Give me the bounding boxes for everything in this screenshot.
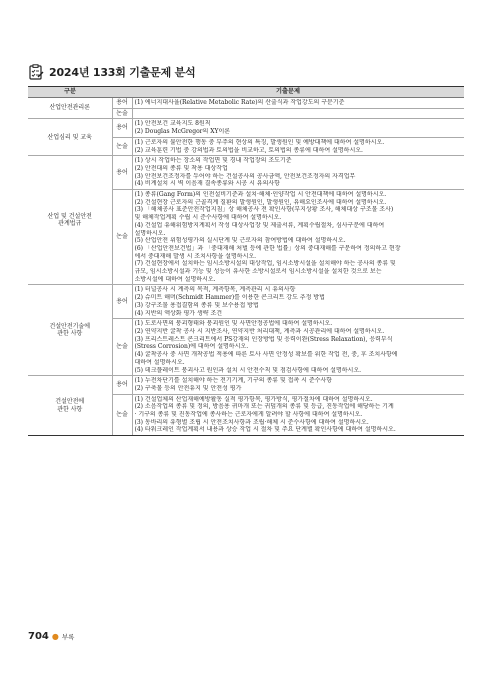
question-item: (4) 건설업 유해위험방지계획서 작성 대상사업장 및 제출서류, 계획수립절차, 심사구분에 대하여 bbox=[134, 221, 385, 229]
subject-cell: 산업심리 및 교육 bbox=[28, 119, 112, 156]
question-item: 설명하시오. bbox=[134, 229, 166, 237]
question-item: (4) 굴착공사 중 사면 개착공법 적용에 따른 토사 사면 안정성 확보를 위한 작업 전, 중, 후 조치사항에 bbox=[134, 351, 398, 359]
type-cell: 용어 bbox=[112, 119, 132, 137]
subject-cell: 건설안전에 관한 사항 bbox=[28, 376, 112, 436]
question-item: (1) 터널공사 시 계측의 목적, 계측항목, 계측관리 시 유의사항 bbox=[134, 286, 296, 294]
section-heading bbox=[28, 62, 195, 82]
question-item: (5) 데크플레이트 붕괴사고 원인과 설치 시 안전수칙 및 점검사항에 대하여 설명하시오. bbox=[134, 366, 362, 374]
section-label: 부록 bbox=[61, 633, 75, 641]
question-item: (3) 안전보건조정자를 두어야 하는 건설공사의 공사금액, 안전보건조정자의 자격업무 bbox=[134, 172, 356, 180]
exam-table bbox=[28, 86, 464, 436]
bullet-dot-icon: ● bbox=[51, 632, 59, 641]
question-item: (3) 프리스트레스트 콘크리트에서 PS강재의 인장방법 및 응력이완(Stress Relaxation), 응력부식 bbox=[134, 335, 393, 343]
table-row bbox=[28, 119, 464, 137]
question-item: (3) 동바리의 유형별 조립 시 안전조치사항과 조립·해체 시 준수사항에 대하여 설명하시오. bbox=[134, 418, 369, 426]
page-title: 2024년 133회 기출문제 분석 bbox=[49, 66, 196, 79]
question-item: (2) 안전대의 종류 및 착용 대상작업 bbox=[134, 164, 228, 172]
question-item: (2) Douglas McGregor의 XY이론 bbox=[134, 128, 231, 136]
question-item: (4) 타워크레인 작업계획서 내용과 상승 작업 시 절차 및 주요 단계별 확인사항에 대하여 설명하시오. bbox=[134, 426, 396, 434]
subject-cell: 산업 및 건설안전 관계법규 bbox=[28, 156, 112, 285]
type-cell: 용어 bbox=[112, 156, 132, 190]
type-cell: 논술 bbox=[112, 190, 132, 285]
table-row bbox=[28, 376, 464, 394]
question-item: (7) 건설현장에서 설치하는 임시소방시설의 대상작업, 임시소방시설을 설치해야 하는 공사의 종류 및 bbox=[134, 260, 396, 268]
question-item: (Stress Corrosion)에 대하여 설명하시오. bbox=[134, 343, 249, 351]
question-item: 에서 중대재해 발생 시 조치사항을 설명하시오. bbox=[134, 252, 257, 260]
question-item: (1) 건설업체의 산업재해예방활동 실적 평가항목, 평가방식, 평가절차에 대하여 설명하시오. bbox=[134, 395, 373, 403]
checklist-icon bbox=[28, 64, 44, 80]
question-item: (1) 도로사면의 붕괴형태와 붕괴원인 및 사면안정공법에 대하여 설명하시오. bbox=[134, 320, 333, 328]
question-item: (1) 에너지대사율(Relative Metabolic Rate)의 산출식과 작업강도의 구분기준 bbox=[134, 99, 345, 106]
question-item: (1) 근로자의 불안전한 행동 중 부주의 현상의 특징, 발생원인 및 예방대책에 대하여 설명하시오. bbox=[134, 138, 385, 146]
page-number: 704 bbox=[28, 631, 49, 642]
question-item: 규모, 임시소방시설과 기능 및 성능이 유사한 소방시설로서 임시소방시설을 설치한 것으로 보는 bbox=[134, 268, 382, 276]
table-header-row bbox=[28, 87, 464, 98]
questions-cell bbox=[132, 119, 464, 137]
type-cell: 용어 bbox=[112, 285, 132, 319]
question-item: (4) 비계설치 시 벽 이음재 결속종류와 시공 시 유의사항 bbox=[134, 180, 280, 188]
question-item: (6) 「산업안전보건법」과 「중대재해 처벌 등에 관한 법률」상의 중대재해를 구분하여 정의하고 현장 bbox=[134, 244, 401, 252]
question-item: (1) 종류(Gang Form)의 인전설비기준과 설치·해체·인양작업 시 안전대책에 대하여 설명하시오. bbox=[134, 191, 387, 199]
question-item: (1) 안전보건 교육지도 8원칙 bbox=[134, 120, 211, 128]
question-item bbox=[135, 110, 463, 118]
question-item: (3) 「해체공사 표준안전작업지침」상 해체공사 전 확인사항(부지상황 조사, 해체대상 구조물 조사) bbox=[134, 206, 394, 214]
question-item: 소방시설에 대하여 설명하시오. bbox=[134, 275, 216, 283]
page-footer bbox=[28, 631, 74, 642]
table-row bbox=[28, 285, 464, 319]
questions-cell bbox=[132, 108, 464, 119]
questions-cell bbox=[132, 376, 464, 394]
question-item: (4) 지반의 액상화 평가 생략 조건 bbox=[134, 309, 223, 317]
question-item: (2) 소음작업의 종류 및 정의, 방음용 귀마개 또는 귀덮개의 종류 및 등급, 진동작업에 해당하는 기계 bbox=[134, 403, 394, 411]
type-cell: 용어 bbox=[112, 376, 132, 394]
type-cell: 논술 bbox=[112, 319, 132, 376]
question-item: (2) 건설현장 근로자의 근골격계 질환의 발생원인, 발생원인, 유해요인조사에 대하여 설명하시오. bbox=[134, 198, 387, 206]
question-item: (1) 누전차단기를 설치해야 하는 전기기계, 기구의 종류 및 접촉 시 준수사항 bbox=[134, 377, 333, 385]
questions-cell bbox=[132, 156, 464, 190]
questions-cell bbox=[132, 190, 464, 285]
type-cell: 논술 bbox=[112, 137, 132, 155]
table-body bbox=[28, 98, 464, 436]
header-category: 구분 bbox=[28, 87, 112, 98]
question-item: · 기구의 종류 및 진동작업에 종사하는 근로자에게 알려야 할 사항에 대하여 설명하시오. bbox=[134, 411, 363, 419]
question-item: (2) 교육훈련 기법 중 강의법과 토의법을 비교하고, 토의법의 종류에 대하여 설명하시오. bbox=[134, 146, 363, 154]
question-item: (3) 강구조물 용접결함의 종류 및 보수용접 방법 bbox=[134, 301, 259, 309]
question-item: (2) 연약지반 굴착 공사 시 지반조사, 연약지반 처리대책, 계측과 시공관리에 대하여 설명하시오. bbox=[134, 327, 385, 335]
questions-cell bbox=[132, 394, 464, 436]
questions-cell bbox=[132, 319, 464, 376]
subject-cell: 산업안전관리론 bbox=[28, 98, 112, 119]
questions-cell bbox=[132, 98, 464, 109]
table-row bbox=[28, 98, 464, 109]
question-item: 대하여 설명하시오. bbox=[134, 358, 185, 366]
question-item: (2) 구축물 등의 안전유지 및 안전성 평가 bbox=[134, 384, 242, 392]
questions-cell bbox=[132, 137, 464, 155]
type-cell: 용어 bbox=[112, 98, 132, 109]
type-cell: 논술 bbox=[112, 108, 132, 119]
question-item: (5) 산업안전 위험성평가의 실시단계 및 근로자의 참여방법에 대하여 설명하시오. bbox=[134, 237, 346, 245]
table-row bbox=[28, 156, 464, 190]
questions-cell bbox=[132, 285, 464, 319]
question-item: 및 해체작업계획 수립 시 준수사항에 대하여 설명하시오. bbox=[134, 214, 282, 222]
question-item: (2) 슈미트 해머(Schmidt Hammer)를 이용한 콘크리트 강도 추정 방법 bbox=[134, 294, 325, 302]
subject-cell: 건설안전기술에 관한 사항 bbox=[28, 285, 112, 376]
header-questions: 기출문제 bbox=[112, 87, 464, 98]
type-cell: 논술 bbox=[112, 394, 132, 436]
question-item: (1) 상시 작업하는 장소의 작업면 및 경내 작업장의 조도기준 bbox=[134, 157, 292, 165]
